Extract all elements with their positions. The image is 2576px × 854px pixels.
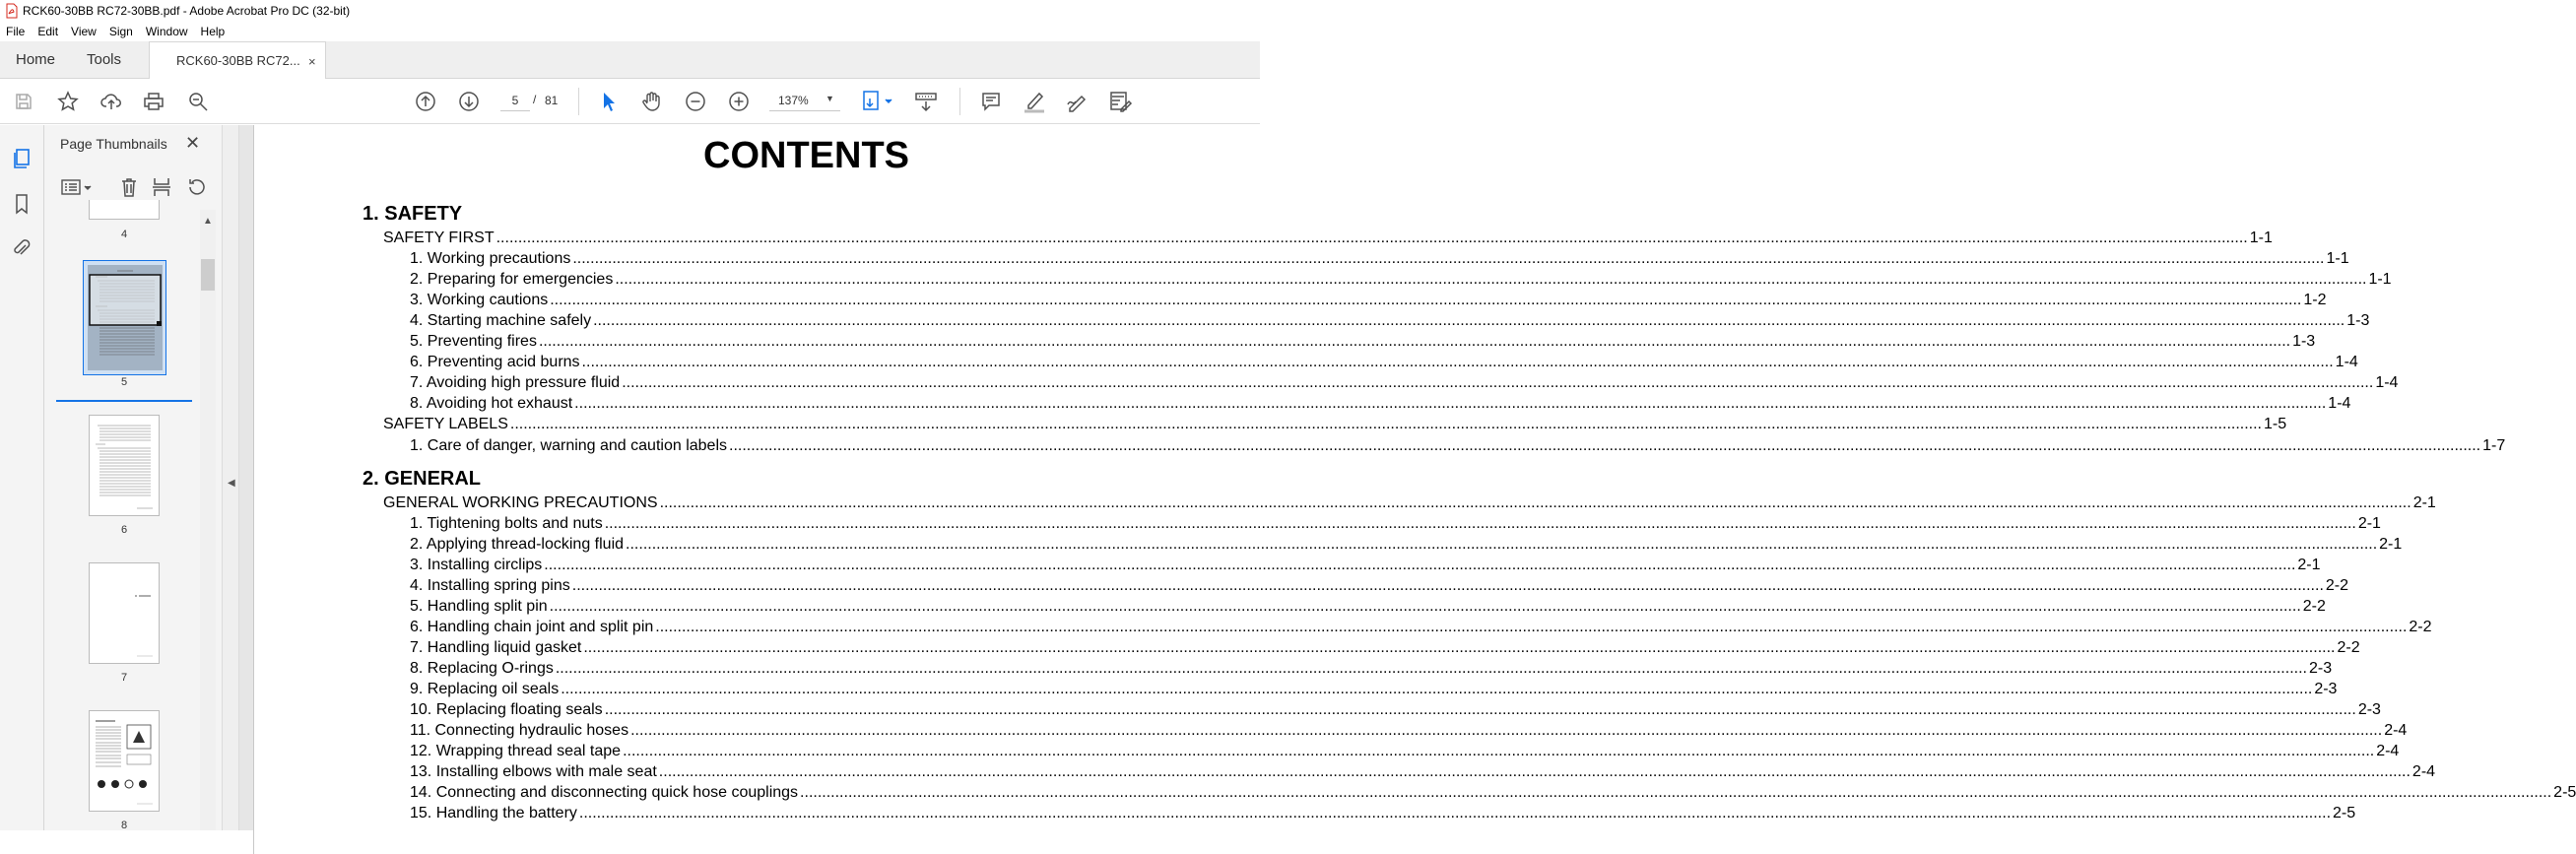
document-tab-label: RCK60-30BB RC72... (176, 53, 300, 68)
toc-leader-dots: ................................................................................................................................................................................................................................................................................................................................................................................................................ (800, 784, 2552, 802)
toc-entry-page: 1-2 (2303, 292, 2327, 309)
toc-entry-label: 1. Tightening bolts and nuts (410, 514, 603, 532)
page-number-input[interactable] (500, 90, 530, 111)
fill-sign-icon[interactable] (1109, 90, 1133, 113)
toc-entry-label: 8. Avoiding hot exhaust (410, 395, 573, 413)
selected-thumbnail-indicator (56, 400, 192, 402)
toc-entry-label: 5. Handling split pin (410, 597, 548, 615)
toc-entry[interactable] (410, 436, 2506, 458)
extract-page-icon[interactable] (150, 176, 173, 198)
toc-leader-dots: ................................................................................................................................................................................................................................................................................................................................................................................................................ (572, 250, 2325, 268)
toc-leader-dots: ................................................................................................................................................................................................................................................................................................................................................................................................................ (561, 681, 2313, 697)
document-viewport[interactable] (239, 125, 2576, 830)
toc-entry-page: 2-4 (2376, 743, 2400, 760)
toc-leader-dots: ................................................................................................................................................................................................................................................................................................................................................................................................................ (583, 638, 2336, 656)
toc-entry-label: 6. Handling chain joint and split pin (410, 618, 654, 635)
toc-entry[interactable] (410, 743, 2400, 763)
fit-page-icon[interactable] (860, 90, 895, 113)
toc-entry-label: GENERAL WORKING PRECAUTIONS (383, 493, 658, 511)
toc-entry[interactable] (383, 416, 2287, 436)
toc-entry-label: SAFETY LABELS (383, 416, 508, 433)
toc-entry-label: 9. Replacing oil seals (410, 681, 560, 697)
toc-entry-page: 1-3 (2292, 333, 2316, 351)
toc-entry[interactable] (410, 374, 2399, 395)
toc-leader-dots: ................................................................................................................................................................................................................................................................................................................................................................................................................ (630, 722, 2383, 740)
page-down-icon[interactable] (457, 90, 481, 113)
toc-entry-label: 1. Care of danger, warning and caution labels (410, 436, 727, 454)
sign-icon[interactable] (1066, 90, 1090, 113)
toc-leader-dots: ................................................................................................................................................................................................................................................................................................................................................................................................................ (544, 556, 2296, 573)
menu-sign[interactable]: Sign (108, 25, 133, 38)
toc-entry-page: 2-2 (2302, 597, 2326, 615)
toc-entry-page: 1-7 (2482, 436, 2506, 454)
toc-entry[interactable] (410, 556, 2321, 577)
toc-entry-label: 7. Handling liquid gasket (410, 638, 582, 656)
chevron-down-icon: ▼ (826, 94, 834, 103)
thumbnail-page-7[interactable] (89, 562, 160, 664)
zoom-dropdown[interactable] (769, 90, 840, 111)
toc-leader-dots: ................................................................................................................................................................................................................................................................................................................................................................................................................ (622, 374, 2374, 392)
toc-entry-page: 2-1 (2297, 556, 2321, 573)
page-total: 81 (545, 94, 559, 107)
toc-entry[interactable] (383, 493, 2436, 515)
toolbar-divider (578, 88, 579, 115)
toc-entry[interactable] (410, 618, 2432, 639)
page-thumbnails-panel (44, 125, 222, 830)
toc-leader-dots: ................................................................................................................................................................................................................................................................................................................................................................................................................ (604, 701, 2356, 719)
thumbnail-list (44, 210, 200, 830)
toc-entry-label: 6. Preventing acid burns (410, 354, 580, 371)
toc-entry[interactable] (410, 784, 2576, 805)
toc-entry-label: 8. Replacing O-rings (410, 659, 554, 677)
toc-entry-page: 2-3 (2357, 701, 2381, 719)
toolbar (0, 79, 1260, 124)
thumbnail-number: 4 (120, 229, 128, 240)
collapse-left-icon[interactable]: ◀ (228, 478, 235, 489)
thumbnail-tools (44, 170, 222, 204)
toc-entry[interactable] (410, 659, 2333, 681)
toc-entry-page: 1-4 (2335, 354, 2358, 371)
close-tab-icon[interactable]: × (308, 54, 316, 69)
toc-entry-page: 1-1 (2326, 250, 2349, 268)
window-title: RCK60-30BB RC72-30BB.pdf - Adobe Acrobat Pro DC (32-bit) (23, 4, 351, 18)
thumbnail-number: 6 (120, 524, 128, 536)
toc-entry-page: 2-5 (2553, 784, 2576, 802)
toc-entry[interactable] (410, 312, 2370, 333)
toc-entry[interactable] (410, 395, 2351, 416)
tab-document[interactable] (149, 41, 326, 80)
toc-entry-label: 10. Replacing floating seals (410, 701, 603, 719)
toc-leader-dots: ................................................................................................................................................................................................................................................................................................................................................................................................................ (574, 395, 2327, 413)
thumbnail-page-6[interactable] (89, 415, 160, 516)
print-icon[interactable] (142, 90, 165, 113)
menu-view[interactable]: View (71, 25, 97, 38)
toc-entry[interactable] (410, 681, 2338, 701)
comment-icon[interactable] (979, 90, 1003, 113)
thumbnail-number: 7 (120, 672, 128, 684)
toc-leader-dots: ................................................................................................................................................................................................................................................................................................................................................................................................................ (555, 659, 2307, 677)
toc-entry-label: 15. Handling the battery (410, 805, 577, 822)
toc-leader-dots: ................................................................................................................................................................................................................................................................................................................................................................................................................ (571, 576, 2324, 594)
toc-entry-label: 5. Preventing fires (410, 333, 537, 351)
toc-leader-dots: ................................................................................................................................................................................................................................................................................................................................................................................................................ (578, 805, 2332, 822)
toc-leader-dots: ................................................................................................................................................................................................................................................................................................................................................................................................................ (655, 618, 2408, 635)
toc-entry-page: 1-1 (2368, 271, 2392, 289)
section-heading: 1. SAFETY (363, 203, 463, 225)
toc-entry-page: 2-4 (2411, 763, 2436, 781)
toc-leader-dots: ................................................................................................................................................................................................................................................................................................................................................................................................................ (509, 416, 2262, 433)
hand-icon[interactable] (640, 90, 664, 113)
menu-window[interactable]: Window (145, 25, 188, 38)
toc-entry-label: 12. Wrapping thread seal tape (410, 743, 622, 760)
toc-entry-label: 3. Installing circlips (410, 556, 543, 573)
toc-entry-page: 1-4 (2375, 374, 2399, 392)
toc-leader-dots: ................................................................................................................................................................................................................................................................................................................................................................................................................ (495, 230, 2248, 246)
toc-entry-page: 2-2 (2337, 638, 2360, 656)
toc-entry-label: 7. Avoiding high pressure fluid (410, 374, 621, 392)
toc-entry-page: 2-5 (2333, 805, 2356, 822)
toc-entry[interactable] (410, 250, 2349, 271)
scrollbar-handle[interactable] (201, 259, 215, 291)
toc-entry[interactable] (410, 514, 2381, 536)
left-navigation-rail (0, 125, 44, 830)
zoom-value: 137% (778, 94, 809, 107)
section-heading: 2. GENERAL (363, 467, 482, 490)
toolbar-divider (959, 88, 960, 115)
toc-entry[interactable] (410, 354, 2358, 374)
toc-entry-page: 2-2 (2325, 576, 2349, 594)
menu-help[interactable]: Help (200, 25, 226, 38)
toc-entry-label: 2. Preparing for emergencies (410, 271, 614, 289)
toc-entry-label: 4. Installing spring pins (410, 576, 570, 594)
panel-collapse-strip[interactable] (222, 125, 239, 830)
toc-leader-dots: ................................................................................................................................................................................................................................................................................................................................................................................................................ (623, 743, 2375, 760)
page-up-icon[interactable] (414, 90, 437, 113)
toc-entry[interactable] (410, 597, 2326, 619)
toc-entry-page: 1-5 (2264, 416, 2287, 433)
toc-entry-page: 2-2 (2409, 618, 2432, 635)
toc-entry-page: 2-3 (2314, 681, 2338, 697)
toc-entry[interactable] (410, 271, 2392, 292)
thumbnail-scrollbar[interactable] (200, 210, 216, 830)
toc-entry[interactable] (410, 576, 2349, 598)
document-title: CONTENTS (703, 135, 909, 176)
thumbnail-page-8[interactable] (89, 710, 160, 812)
toc-leader-dots: ................................................................................................................................................................................................................................................................................................................................................................................................................ (615, 271, 2367, 289)
close-panel-icon[interactable]: ✕ (185, 133, 201, 153)
toc-entry-page: 1-3 (2346, 312, 2370, 330)
bookmarks-icon[interactable] (10, 192, 33, 216)
toc-leader-dots: ................................................................................................................................................................................................................................................................................................................................................................................................................ (538, 333, 2291, 351)
toc-leader-dots: ................................................................................................................................................................................................................................................................................................................................................................................................................ (581, 354, 2334, 371)
save-icon[interactable] (12, 90, 35, 113)
zoom-out-icon[interactable] (684, 90, 707, 113)
toc-leader-dots: ................................................................................................................................................................................................................................................................................................................................................................................................................ (604, 514, 2356, 532)
toc-entry-page: 1-1 (2249, 230, 2273, 246)
find-icon[interactable] (186, 90, 210, 113)
toc-entry[interactable] (410, 763, 2436, 784)
toc-entry[interactable] (410, 701, 2381, 722)
toc-entry-label: 2. Applying thread-locking fluid (410, 535, 625, 553)
select-cursor-icon[interactable] (597, 90, 621, 113)
toc-entry-page: 2-4 (2384, 722, 2408, 740)
thumbnail-page-4[interactable] (89, 200, 160, 220)
toc-entry-label: 11. Connecting hydraulic hoses (410, 722, 629, 740)
thumbnail-options-icon[interactable] (58, 176, 94, 198)
title-bar (0, 0, 1260, 22)
toc-entry-page: 2-1 (2379, 535, 2403, 553)
tab-bar (0, 41, 1260, 79)
rotate-page-icon[interactable] (184, 176, 208, 198)
toc-entry-page: 1-4 (2328, 395, 2351, 413)
toc-entry-label: 3. Working cautions (410, 292, 549, 309)
attachments-icon[interactable] (10, 236, 33, 260)
tab-home[interactable]: Home (16, 51, 56, 68)
page-separator: / (533, 93, 537, 106)
toc-leader-dots: ................................................................................................................................................................................................................................................................................................................................................................................................................ (658, 763, 2411, 781)
acrobat-pdf-icon (6, 4, 18, 18)
thumbnail-page-5[interactable] (83, 260, 166, 375)
menu-file[interactable]: File (6, 25, 26, 38)
delete-page-icon[interactable] (117, 176, 141, 198)
highlight-icon[interactable] (1023, 90, 1046, 113)
toc-entry[interactable] (410, 722, 2408, 743)
toc-leader-dots: ................................................................................................................................................................................................................................................................................................................................................................................................................ (626, 535, 2378, 553)
toc-leader-dots: ................................................................................................................................................................................................................................................................................................................................................................................................................ (550, 292, 2302, 309)
thumbnail-number: 5 (120, 376, 128, 388)
zoom-in-icon[interactable] (727, 90, 751, 113)
toc-entry[interactable] (383, 230, 2273, 250)
thumbnail-number: 8 (120, 820, 128, 831)
toc-entry-page: 2-1 (2357, 514, 2381, 532)
toc-leader-dots: ................................................................................................................................................................................................................................................................................................................................................................................................................ (729, 436, 2481, 454)
toc-entry-page: 2-3 (2308, 659, 2333, 677)
toc-entry[interactable] (410, 333, 2316, 354)
toc-entry-label: 1. Working precautions (410, 250, 571, 268)
toc-leader-dots: ................................................................................................................................................................................................................................................................................................................................................................................................................ (549, 597, 2301, 615)
toc-entry[interactable] (410, 292, 2327, 312)
page-thumbnails-icon[interactable] (10, 147, 33, 170)
toc-leader-dots: ................................................................................................................................................................................................................................................................................................................................................................................................................ (593, 312, 2345, 330)
toc-entry-label: 13. Installing elbows with male seat (410, 763, 657, 781)
toc-entry-page: 2-1 (2412, 493, 2436, 511)
toc-entry[interactable] (410, 535, 2403, 557)
tab-tools[interactable]: Tools (87, 51, 122, 68)
menu-edit[interactable]: Edit (37, 25, 59, 38)
panel-title: Page Thumbnails (60, 136, 167, 152)
toc-entry-label: SAFETY FIRST (383, 230, 495, 246)
toc-entry[interactable] (410, 805, 2356, 825)
scroll-up-icon[interactable]: ▲ (203, 216, 213, 227)
upload-icon[interactable] (99, 90, 123, 113)
toc-entry-label: 14. Connecting and disconnecting quick hose couplings (410, 784, 799, 802)
scroll-mode-icon[interactable] (914, 90, 938, 113)
bookmark-star-icon[interactable] (56, 90, 80, 113)
menu-bar (0, 22, 1260, 41)
toc-entry-label: 4. Starting machine safely (410, 312, 592, 330)
toc-entry[interactable] (410, 638, 2360, 660)
toc-leader-dots: ................................................................................................................................................................................................................................................................................................................................................................................................................ (659, 493, 2411, 511)
pdf-page (253, 125, 2576, 854)
